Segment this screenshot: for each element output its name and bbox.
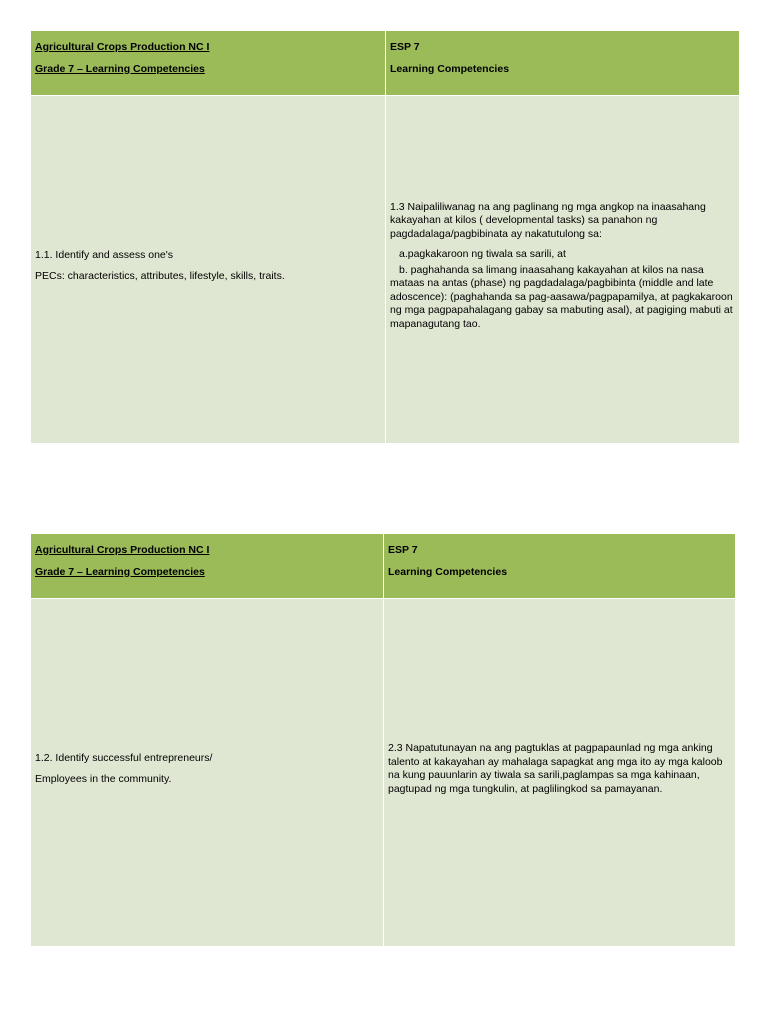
competency-table-1 [31,31,739,443]
grade-label: Grade 7 – Learning Competencies [35,565,205,578]
competencies-label: Learning Competencies [388,565,508,578]
competency-subitem: b. paghahanda sa limang inaasahang kakayahan at kilos na nasa mataas na antas (phase) ng pagdadalaga/pagbibinta (middle and late adoscence): (paghahanda sa pag-aasawa/pagpapamilya, at pagkakaroon ng mga pagpapahalagang gabay sa mabuting asal), at pagiging mabuti at mapanagutang tao. [390,263,733,330]
competency-text: Employees in the community. [35,772,172,785]
table-1-right-header [385,31,739,95]
course-title: Agricultural Crops Production NC I [35,544,210,556]
subject-title: ESP 7 [388,544,418,556]
grade-label: Grade 7 – Learning Competencies [35,62,205,75]
table-1-left-body [31,95,385,443]
table-2-left-header [31,534,383,598]
competency-text: 1.1. Identify and assess one's [35,249,174,261]
competency-subitem: a.pagkakaroon ng tiwala sa sarili, at [399,248,566,261]
competency-text: 1.3 Naipaliliwanag na ang paglinang ng mga angkop na inaasahang kakayahan at kilos ( developmental tasks) sa panahon ng pagdadalaga/pagbibinata ay nakatutulong sa: [390,200,706,240]
competency-text: PECs: characteristics, attributes, lifestyle, skills, traits. [35,269,285,282]
subject-title: ESP 7 [390,41,420,53]
competencies-label: Learning Competencies [390,62,510,75]
course-title: Agricultural Crops Production NC I [35,41,210,53]
table-2-left-body [31,598,383,946]
table-1-left-header [31,31,385,95]
competency-text: 2.3 Napatutunayan na ang pagtuklas at pagpapaunlad ng mga anking talento at kakayahan ay mahalaga sapagkat ang mga ito ay mga kaloob na kung pauunlarin ay tiwala sa sarili,paglampas sa mga kahinaan, pagtupad ng mga tungkulin, at paglilingkod sa pamayanan. [388,742,723,795]
competency-table-2 [31,534,735,946]
competency-text: 1.2. Identify successful entrepreneurs/ [35,752,213,764]
table-2-right-header [383,534,735,598]
table-1-right-body [385,95,739,443]
table-2-right-body [383,598,735,946]
